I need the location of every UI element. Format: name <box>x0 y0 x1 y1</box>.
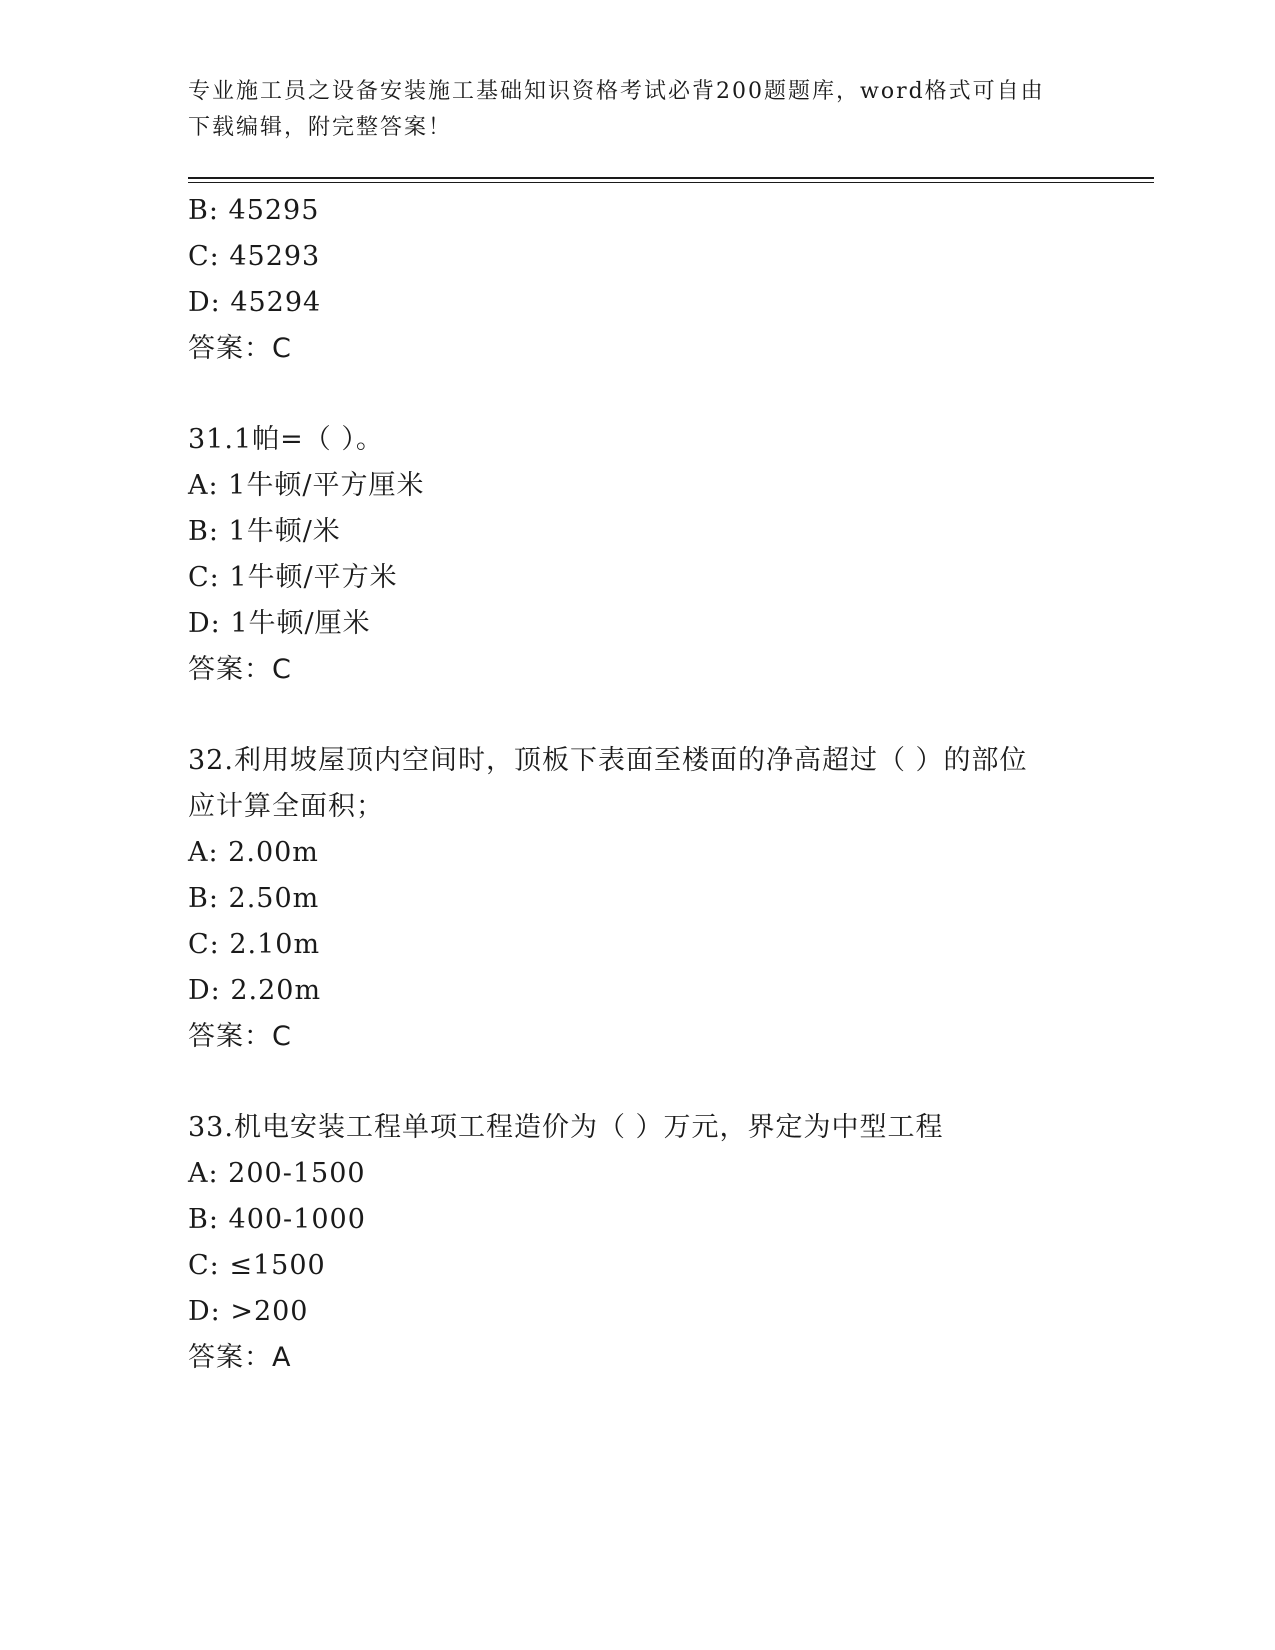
option-c: C: ≤1500 <box>188 1250 326 1281</box>
question-block-33 <box>188 1105 1088 1381</box>
question-text: 31.1帕=（ ）。 <box>188 424 384 455</box>
option-b: B: 400-1000 <box>188 1204 366 1235</box>
option-b: B: 2.50m <box>188 883 320 914</box>
header-title-line-1: 专业施工员之设备安装施工基础知识资格考试必背200题题库，word格式可自由 <box>188 79 1045 104</box>
option-a: A: 2.00m <box>188 837 319 868</box>
option-c: C: 2.10m <box>188 929 321 960</box>
question-text-line-2: 应计算全面积； <box>188 791 384 822</box>
answer-line: 答案：C <box>188 654 292 685</box>
question-text: 33.机电安装工程单项工程造价为（ ）万元，界定为中型工程 <box>188 1112 944 1143</box>
question-text-line-1: 32.利用坡屋顶内空间时，顶板下表面至楼面的净高超过（ ）的部位 <box>188 745 1028 776</box>
header-rule-thin <box>188 182 1154 183</box>
option-a: A: 200-1500 <box>188 1158 366 1189</box>
question-block-32 <box>188 738 1088 1060</box>
option-d: D: >200 <box>188 1296 309 1327</box>
question-list <box>188 188 1088 1381</box>
option-d: D: 45294 <box>188 287 322 318</box>
answer-line: 答案：C <box>188 1021 292 1052</box>
option-b: B: 1牛顿/米 <box>188 516 341 547</box>
header-title-line-2: 下载编辑，附完整答案！ <box>188 115 453 140</box>
header-rule-thick <box>188 177 1154 179</box>
option-c: C: 45293 <box>188 241 321 272</box>
option-a: A: 1牛顿/平方厘米 <box>188 470 425 501</box>
question-block-prev <box>188 188 1088 372</box>
question-block-31 <box>188 417 1088 693</box>
option-d: D: 2.20m <box>188 975 322 1006</box>
answer-line: 答案：A <box>188 1342 292 1373</box>
option-c: C: 1牛顿/平方米 <box>188 562 398 593</box>
answer-line: 答案：C <box>188 333 292 364</box>
option-d: D: 1牛顿/厘米 <box>188 608 371 639</box>
document-header <box>188 74 1088 146</box>
option-b: B: 45295 <box>188 195 320 226</box>
